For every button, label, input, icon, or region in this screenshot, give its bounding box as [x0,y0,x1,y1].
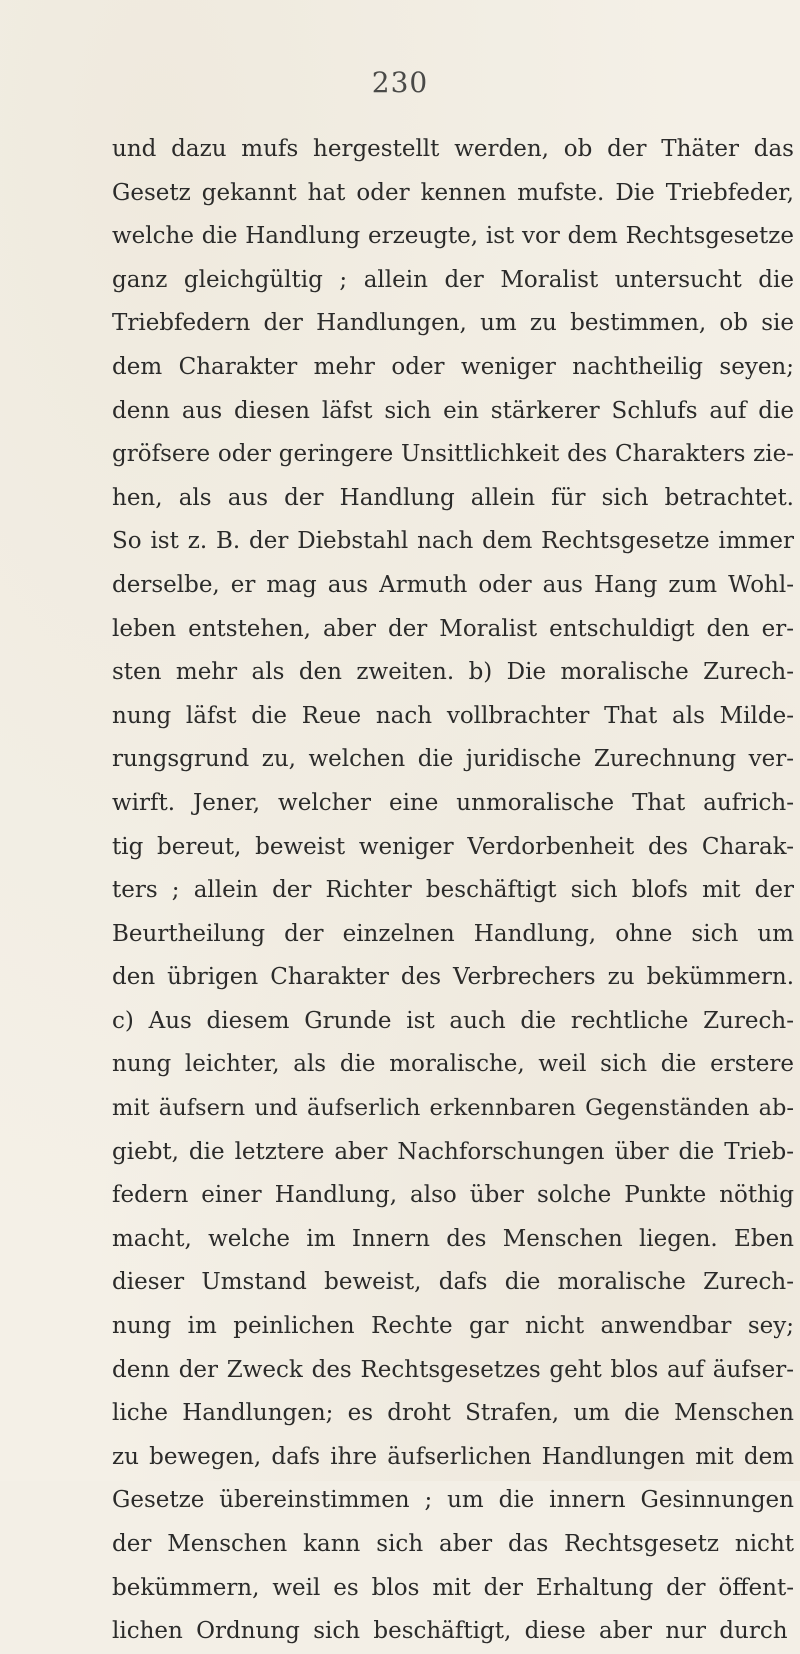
text-line: rungsgrund zu, welchen die juridische Zurechnung ver- [112,746,794,773]
text-line: dem Charakter mehr oder weniger nachtheilig seyen; [112,353,794,380]
text-line: denn der Zweck des Rechtsgesetzes geht blos auf äufser- [112,1356,794,1383]
page-number: 230 [371,66,429,99]
text-line: welche die Handlung erzeugte, ist vor dem Rechtsgesetze [112,223,794,250]
text-line: tig bereut, beweist weniger Verdorbenheit des Charak- [112,833,794,860]
text-line: den übrigen Charakter des Verbrechers zu bekümmern. [112,964,794,991]
text-line: der Menschen kann sich aber das Rechtsgesetz nicht [112,1531,794,1557]
text-line: macht, welche im Innern des Menschen liegen. Eben [112,1225,794,1252]
text-line: wirft. Jener, welcher eine unmoralische That aufrich- [112,789,794,816]
text-line: So ist z. B. der Diebstahl nach dem Rechtsgesetze immer [112,528,794,555]
text-line: gröfsere oder geringere Unsittlichkeit des Charakters zie- [112,441,794,468]
text-line: sten mehr als den zweiten. b) Die moralische Zurech- [112,659,794,686]
text-line: nung läfst die Reue nach vollbrachter That als Milde- [112,702,794,729]
text-line: nung im peinlichen Rechte gar nicht anwendbar sey; [112,1313,794,1340]
body-text [112,128,794,1654]
text-line: ters ; allein der Richter beschäftigt sich blofs mit der [112,877,794,904]
text-line: liche Handlungen; es droht Strafen, um die Menschen [112,1400,794,1427]
text-line: lichen Ordnung sich beschäftigt, diese aber nur durch [112,1618,788,1645]
text-line: und dazu mufs hergestellt werden, ob der Thäter das [112,136,794,162]
text-line: federn einer Handlung, also über solche Punkte nöthig [112,1182,794,1209]
text-line: Beurtheilung der einzelnen Handlung, ohne sich um [112,920,794,947]
text-line: Gesetz gekannt hat oder kennen mufste. Die Triebfeder, [112,179,794,206]
text-line: dieser Umstand beweist, dafs die moralische Zurech- [112,1269,794,1296]
text-line: ganz gleichgültig ; allein der Moralist untersucht die [112,266,794,293]
text-line: nung leichter, als die moralische, weil sich die erstere [112,1051,794,1078]
text-line: Gesetze übereinstimmen ; um die innern Gesinnungen [112,1487,794,1514]
text-line: bekümmern, weil es blos mit der Erhaltung der öffent- [112,1574,794,1601]
text-line: giebt, die letztere aber Nachforschungen über die Trieb- [112,1138,794,1165]
text-line: denn aus diesen läfst sich ein stärkerer Schlufs auf die [112,397,794,424]
text-line: hen, als aus der Handlung allein für sich betrachtet. [112,484,794,511]
text-line: leben entstehen, aber der Moralist entschuldigt den er- [112,615,794,642]
text-line: derselbe, er mag aus Armuth oder aus Hang zum Wohl- [112,571,794,598]
text-line: c) Aus diesem Grunde ist auch die rechtliche Zurech- [112,1007,794,1034]
text-line: mit äufsern und äufserlich erkennbaren Gegenständen ab- [112,1095,794,1122]
text-line: Triebfedern der Handlungen, um zu bestimmen, ob sie [112,310,794,337]
text-line: zu bewegen, dafs ihre äufserlichen Handlungen mit dem [112,1443,794,1470]
